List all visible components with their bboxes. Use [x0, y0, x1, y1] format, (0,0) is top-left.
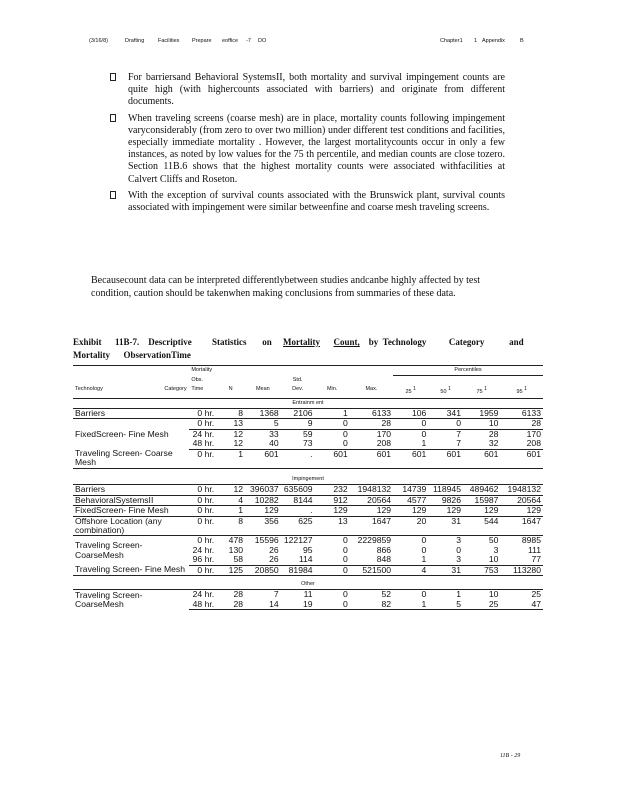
p75-label: 75 — [476, 389, 483, 396]
col-category: Category — [162, 385, 189, 398]
cell-p25: 4577 — [393, 495, 428, 505]
header-item: DO — [258, 38, 267, 44]
table-row — [73, 495, 543, 505]
caption-word: Category — [448, 337, 485, 347]
cell-max: 82 — [350, 600, 393, 610]
caption-word: Mortality — [73, 350, 110, 360]
cell-max: 208 — [350, 439, 393, 449]
cell-std: 19 — [281, 600, 315, 610]
cell-std: 635609 — [281, 485, 315, 495]
col-mortality: Mortality — [189, 366, 216, 376]
cell-tech: Traveling Screen- CoarseMesh — [75, 589, 143, 610]
cell-p25: 14739 — [393, 485, 428, 495]
cell-n: 130 — [228, 544, 244, 555]
cell-time: 0 hr. — [189, 495, 216, 505]
cell-p75: 3 — [493, 544, 499, 555]
caption-word: Mortality — [283, 337, 321, 347]
cell-time: 24 hr. — [192, 589, 215, 600]
cell-p75: 129 — [463, 506, 500, 516]
caption-word: Statistics — [212, 337, 247, 347]
cell-max: 848 — [350, 555, 393, 565]
cell-mean: 10282 — [245, 495, 281, 505]
caption-word: Count, — [333, 337, 360, 347]
bullet-item — [110, 113, 505, 186]
cell-std: 122127 — [283, 535, 313, 546]
cell-p95: 6133 — [500, 408, 543, 418]
cell-min: 0 — [342, 418, 348, 429]
cell-p95: 1647 — [500, 516, 543, 536]
cell-min: 13 — [315, 516, 350, 536]
cell-n: 125 — [216, 565, 245, 575]
cell-p75: 753 — [463, 565, 500, 575]
cell-time: 0 hr. — [189, 516, 216, 536]
cell-min: 1 — [315, 408, 350, 418]
cell-max: 20564 — [350, 495, 393, 505]
cell-time: 0 hr. — [189, 565, 216, 575]
bullet-item — [110, 72, 505, 109]
cell-p25: 4 — [393, 565, 428, 575]
cell-std: 625 — [281, 516, 315, 536]
cell-max: 6133 — [350, 408, 393, 418]
cell-std: 73 — [281, 439, 315, 449]
cell-mean: 33 — [245, 429, 281, 439]
cell-p95: 77 — [500, 555, 543, 565]
cell-p25: 0 — [421, 418, 427, 429]
cell-p95: 47 — [500, 600, 543, 610]
cell-n: 28 — [216, 600, 245, 610]
cell-p50: 9826 — [428, 495, 463, 505]
exhibit-caption — [73, 336, 543, 362]
cell-min: 0 — [315, 429, 350, 439]
cell-p25: 1 — [393, 600, 428, 610]
cell-p95: 8985 — [521, 535, 541, 546]
cell-max: 170 — [350, 429, 393, 439]
caption-word: by — [368, 337, 379, 347]
superscript: 1 — [524, 386, 527, 393]
cell-tech: Traveling Screen- Coarse Mesh — [73, 449, 189, 468]
cell-min: 0 — [315, 600, 350, 610]
cell-p75: 15987 — [463, 495, 500, 505]
cell-time: 0 hr. — [189, 408, 216, 418]
cell-p75: 28 — [463, 429, 500, 439]
cell-mean: 356 — [245, 516, 281, 536]
cell-min: 0 — [342, 589, 348, 600]
cell-time: 48 hr. — [189, 439, 216, 449]
cell-std: 2106 — [281, 408, 315, 418]
cell-n: 12 — [216, 439, 245, 449]
col-p95 — [500, 385, 543, 398]
cell-p50: 3 — [428, 555, 463, 565]
cell-time: 24 hr. — [189, 429, 216, 439]
cell-mean: 40 — [245, 439, 281, 449]
cell-std: 59 — [281, 429, 315, 439]
caption-word: on — [262, 337, 272, 347]
cell-std: 11 — [303, 589, 313, 600]
cell-n: 28 — [233, 589, 244, 600]
cell-tech: Barriers — [73, 485, 189, 495]
cell-p50: 5 — [428, 600, 463, 610]
cell-time: 96 hr. — [189, 555, 216, 565]
cell-p25: 106 — [393, 408, 428, 418]
table-row — [73, 485, 543, 495]
cell-std: . — [281, 449, 315, 468]
cell-p75: 25 — [463, 600, 500, 610]
cell-max: 601 — [350, 449, 393, 468]
cell-p50: 601 — [428, 449, 463, 468]
cell-p75: 50 — [488, 535, 499, 546]
caption-word: Descriptive — [148, 337, 192, 347]
cell-min: 0 — [315, 565, 350, 575]
header-item: Facilities — [158, 38, 180, 44]
header-item: Drafting — [125, 38, 145, 44]
cell-mean: 20850 — [245, 565, 281, 575]
cell-mean: 1368 — [245, 408, 281, 418]
header-appendix: Appendix — [482, 38, 505, 44]
superscript: 1 — [413, 386, 416, 393]
col-p75 — [463, 385, 500, 398]
cell-p25: 1 — [393, 439, 428, 449]
cell-p95: 208 — [500, 439, 543, 449]
col-time: Time — [189, 385, 216, 398]
bullet-text: With the exception of survival counts associated with the Brunswick plant, survival counts associated with impingement were similar betweenfine and coarse mesh traveling screens. — [128, 189, 505, 214]
cell-time: 0 hr. — [189, 485, 216, 495]
bullet-box-icon — [110, 191, 116, 199]
page-number: 11B - 29 — [500, 753, 521, 759]
cell-tech: Traveling Screen- Fine Mesh — [73, 565, 189, 575]
p95-label: 95 — [516, 389, 523, 396]
p50-label: 50 — [440, 389, 447, 396]
cell-min: 0 — [342, 535, 348, 546]
cell-p25: 601 — [393, 449, 428, 468]
cell-p25: 0 — [421, 544, 427, 555]
cell-mean: 26 — [245, 555, 281, 565]
cell-p75: 10 — [488, 589, 499, 600]
cell-p95: 28 — [531, 418, 541, 429]
cell-time: 0 hr. — [189, 449, 216, 468]
section-row — [73, 398, 543, 408]
cell-p50: 118945 — [428, 485, 463, 495]
cell-max: 1647 — [350, 516, 393, 536]
cell-mean: 129 — [245, 506, 281, 516]
cell-tech: BehavioralSystemsII — [73, 495, 189, 505]
bullet-box-icon — [110, 73, 116, 81]
col-dev: Dev. — [281, 385, 315, 398]
cell-time: 0 hr. — [197, 418, 215, 429]
cell-tech: FixedScreen- Fine Mesh — [73, 506, 189, 516]
bullet-text: When traveling screens (coarse mesh) are in place, mortality counts following impingement varyconsiderably (from zero to over two million) under different test conditions and facilities, especially immediate mortality . However, the largest mortalitycounts occur in only a few instances, as noted by low values for the 75 th percentile, and median counts are close tozero. Section 11B.6 shows that the highest mortality counts were associated withfacilities at Calvert Cliffs and Roseton. — [128, 112, 505, 185]
cell-p25: 1 — [393, 555, 428, 565]
cell-p75: 489462 — [463, 485, 500, 495]
cell-p95: 601 — [500, 449, 543, 468]
bullet-text: For barriersand Behavioral SystemsII, both mortality and survival impingement counts are quite high (with highercounts associated with barriers) and originate from different documents. — [128, 72, 505, 108]
cell-p50: 129 — [428, 506, 463, 516]
caption-word: Technology — [382, 337, 427, 347]
statistics-table — [73, 365, 543, 610]
cell-mean: 601 — [245, 449, 281, 468]
cell-p25: 20 — [393, 516, 428, 536]
cell-std: 9 — [307, 418, 313, 429]
cell-max: 1948132 — [350, 485, 393, 495]
cell-n: 8 — [216, 516, 245, 536]
cell-p75: 544 — [463, 516, 500, 536]
cell-p95: 25 — [531, 589, 541, 600]
cell-p95: 129 — [500, 506, 543, 516]
cell-p95: 111 — [527, 544, 541, 555]
section-row — [73, 468, 543, 484]
cell-p75: 32 — [463, 439, 500, 449]
cell-min: 0 — [342, 544, 348, 555]
cell-p50: 7 — [428, 429, 463, 439]
bullet-box-icon — [110, 114, 116, 122]
col-mean: Mean — [245, 385, 281, 398]
superscript: 1 — [484, 386, 487, 393]
col-std: Std. — [292, 376, 303, 383]
body-paragraph: Becausecount data can be interpreted differentlybetween studies andcanbe highly affected by test condition, caution should be takenwhen making conclusions from summaries of these data. — [91, 275, 480, 299]
cell-mean: 396037 — [245, 485, 281, 495]
header-item: Prepare — [192, 38, 212, 44]
cell-mean: 5 — [273, 418, 279, 429]
cell-p75: 601 — [463, 449, 500, 468]
table-row — [73, 565, 543, 575]
col-p50 — [428, 385, 463, 398]
cell-p95: 113280 — [500, 565, 543, 575]
cell-mean: 15596 — [254, 535, 279, 546]
cell-time: 24 hr. — [192, 544, 215, 555]
header-chapter: Chapter1 — [440, 38, 463, 44]
bullet-list — [110, 72, 505, 218]
cell-p50: 0 — [456, 544, 461, 555]
col-technology: Technology — [73, 385, 162, 398]
table-row — [73, 449, 543, 468]
cell-p25: 0 — [421, 535, 427, 546]
cell-tech: Traveling Screen- CoarseMesh — [75, 540, 143, 560]
cell-n: 12 — [216, 429, 245, 439]
cell-std: 8144 — [281, 495, 315, 505]
cell-time: 0 hr. — [197, 535, 215, 546]
header-row — [73, 376, 543, 385]
p25-label: 25 — [405, 389, 412, 396]
cell-p75: 10 — [488, 418, 499, 429]
table-row — [73, 516, 543, 536]
col-min: Min. — [315, 385, 350, 398]
cell-std: . — [281, 506, 315, 516]
cell-p95: 1948132 — [500, 485, 543, 495]
cell-p75: 10 — [463, 555, 500, 565]
cell-min: 601 — [315, 449, 350, 468]
col-p25 — [393, 385, 428, 398]
cell-min: 232 — [315, 485, 350, 495]
table-row — [73, 408, 543, 418]
header-row — [73, 366, 543, 376]
section-impingement: Impingement — [73, 468, 543, 484]
section-other: Other — [73, 575, 543, 589]
cell-std: 95 — [302, 544, 313, 555]
cell-p50: 31 — [428, 565, 463, 575]
cell-p95: 20564 — [500, 495, 543, 505]
cell-n: 1 — [216, 449, 245, 468]
table-row — [73, 419, 543, 429]
col-obs: Obs. — [191, 376, 203, 383]
cell-p50: 7 — [428, 439, 463, 449]
header-letter: B — [520, 38, 524, 44]
col-n: N — [216, 385, 245, 398]
header-date: (3/16/8) — [89, 38, 108, 44]
cell-min: 0 — [315, 555, 350, 565]
cell-mean: 26 — [269, 544, 279, 555]
cell-n: 4 — [216, 495, 245, 505]
cell-max: 52 — [381, 589, 392, 600]
cell-p50: 1 — [456, 589, 461, 600]
cell-p50: 3 — [456, 535, 461, 546]
cell-min: 129 — [315, 506, 350, 516]
header-row — [73, 385, 543, 398]
cell-p25: 129 — [393, 506, 428, 516]
cell-min: 0 — [315, 439, 350, 449]
cell-p50: 0 — [456, 418, 461, 429]
cell-p50: 341 — [428, 408, 463, 418]
cell-p25: 0 — [393, 429, 428, 439]
cell-n: 12 — [216, 485, 245, 495]
table-row — [73, 506, 543, 516]
cell-mean: 7 — [273, 589, 279, 600]
caption-word: 11B-7. — [115, 337, 140, 347]
cell-n: 1 — [216, 506, 245, 516]
header-item: -7 — [246, 38, 251, 44]
cell-n: 13 — [233, 418, 244, 429]
cell-tech: Barriers — [73, 408, 189, 418]
cell-std: 81984 — [281, 565, 315, 575]
cell-n: 8 — [216, 408, 245, 418]
header-item: 1 — [474, 38, 478, 44]
cell-time: 48 hr. — [189, 600, 216, 610]
cell-max: 129 — [350, 506, 393, 516]
col-percentiles: Percentiles — [393, 366, 543, 376]
cell-std: 114 — [281, 555, 315, 565]
cell-p75: 1959 — [463, 408, 500, 418]
cell-tech: FixedScreen- Fine Mesh — [75, 428, 169, 439]
cell-p50: 31 — [428, 516, 463, 536]
cell-max: 866 — [376, 544, 392, 555]
cell-p95: 170 — [500, 429, 543, 439]
cell-max: 521500 — [350, 565, 393, 575]
caption-word: Exhibit — [73, 337, 102, 347]
col-max: Max. — [350, 385, 393, 398]
cell-min: 912 — [315, 495, 350, 505]
cell-p25: 0 — [421, 589, 427, 600]
cell-n: 478 — [228, 535, 244, 546]
cell-n: 58 — [216, 555, 245, 565]
cell-max: 28 — [381, 418, 392, 429]
section-entrainment: Entrainm ent — [73, 398, 543, 408]
caption-word: ObservationTime — [123, 350, 191, 360]
cell-tech: Offshore Location (any combination) — [73, 516, 189, 536]
bullet-item — [110, 190, 505, 214]
superscript: 1 — [448, 386, 451, 393]
caption-word: and — [509, 337, 524, 347]
cell-mean: 14 — [245, 600, 281, 610]
cell-max: 2229859 — [357, 535, 392, 546]
cell-time: 0 hr. — [189, 506, 216, 516]
section-row — [73, 575, 543, 589]
header-item: eoffice — [222, 38, 239, 44]
